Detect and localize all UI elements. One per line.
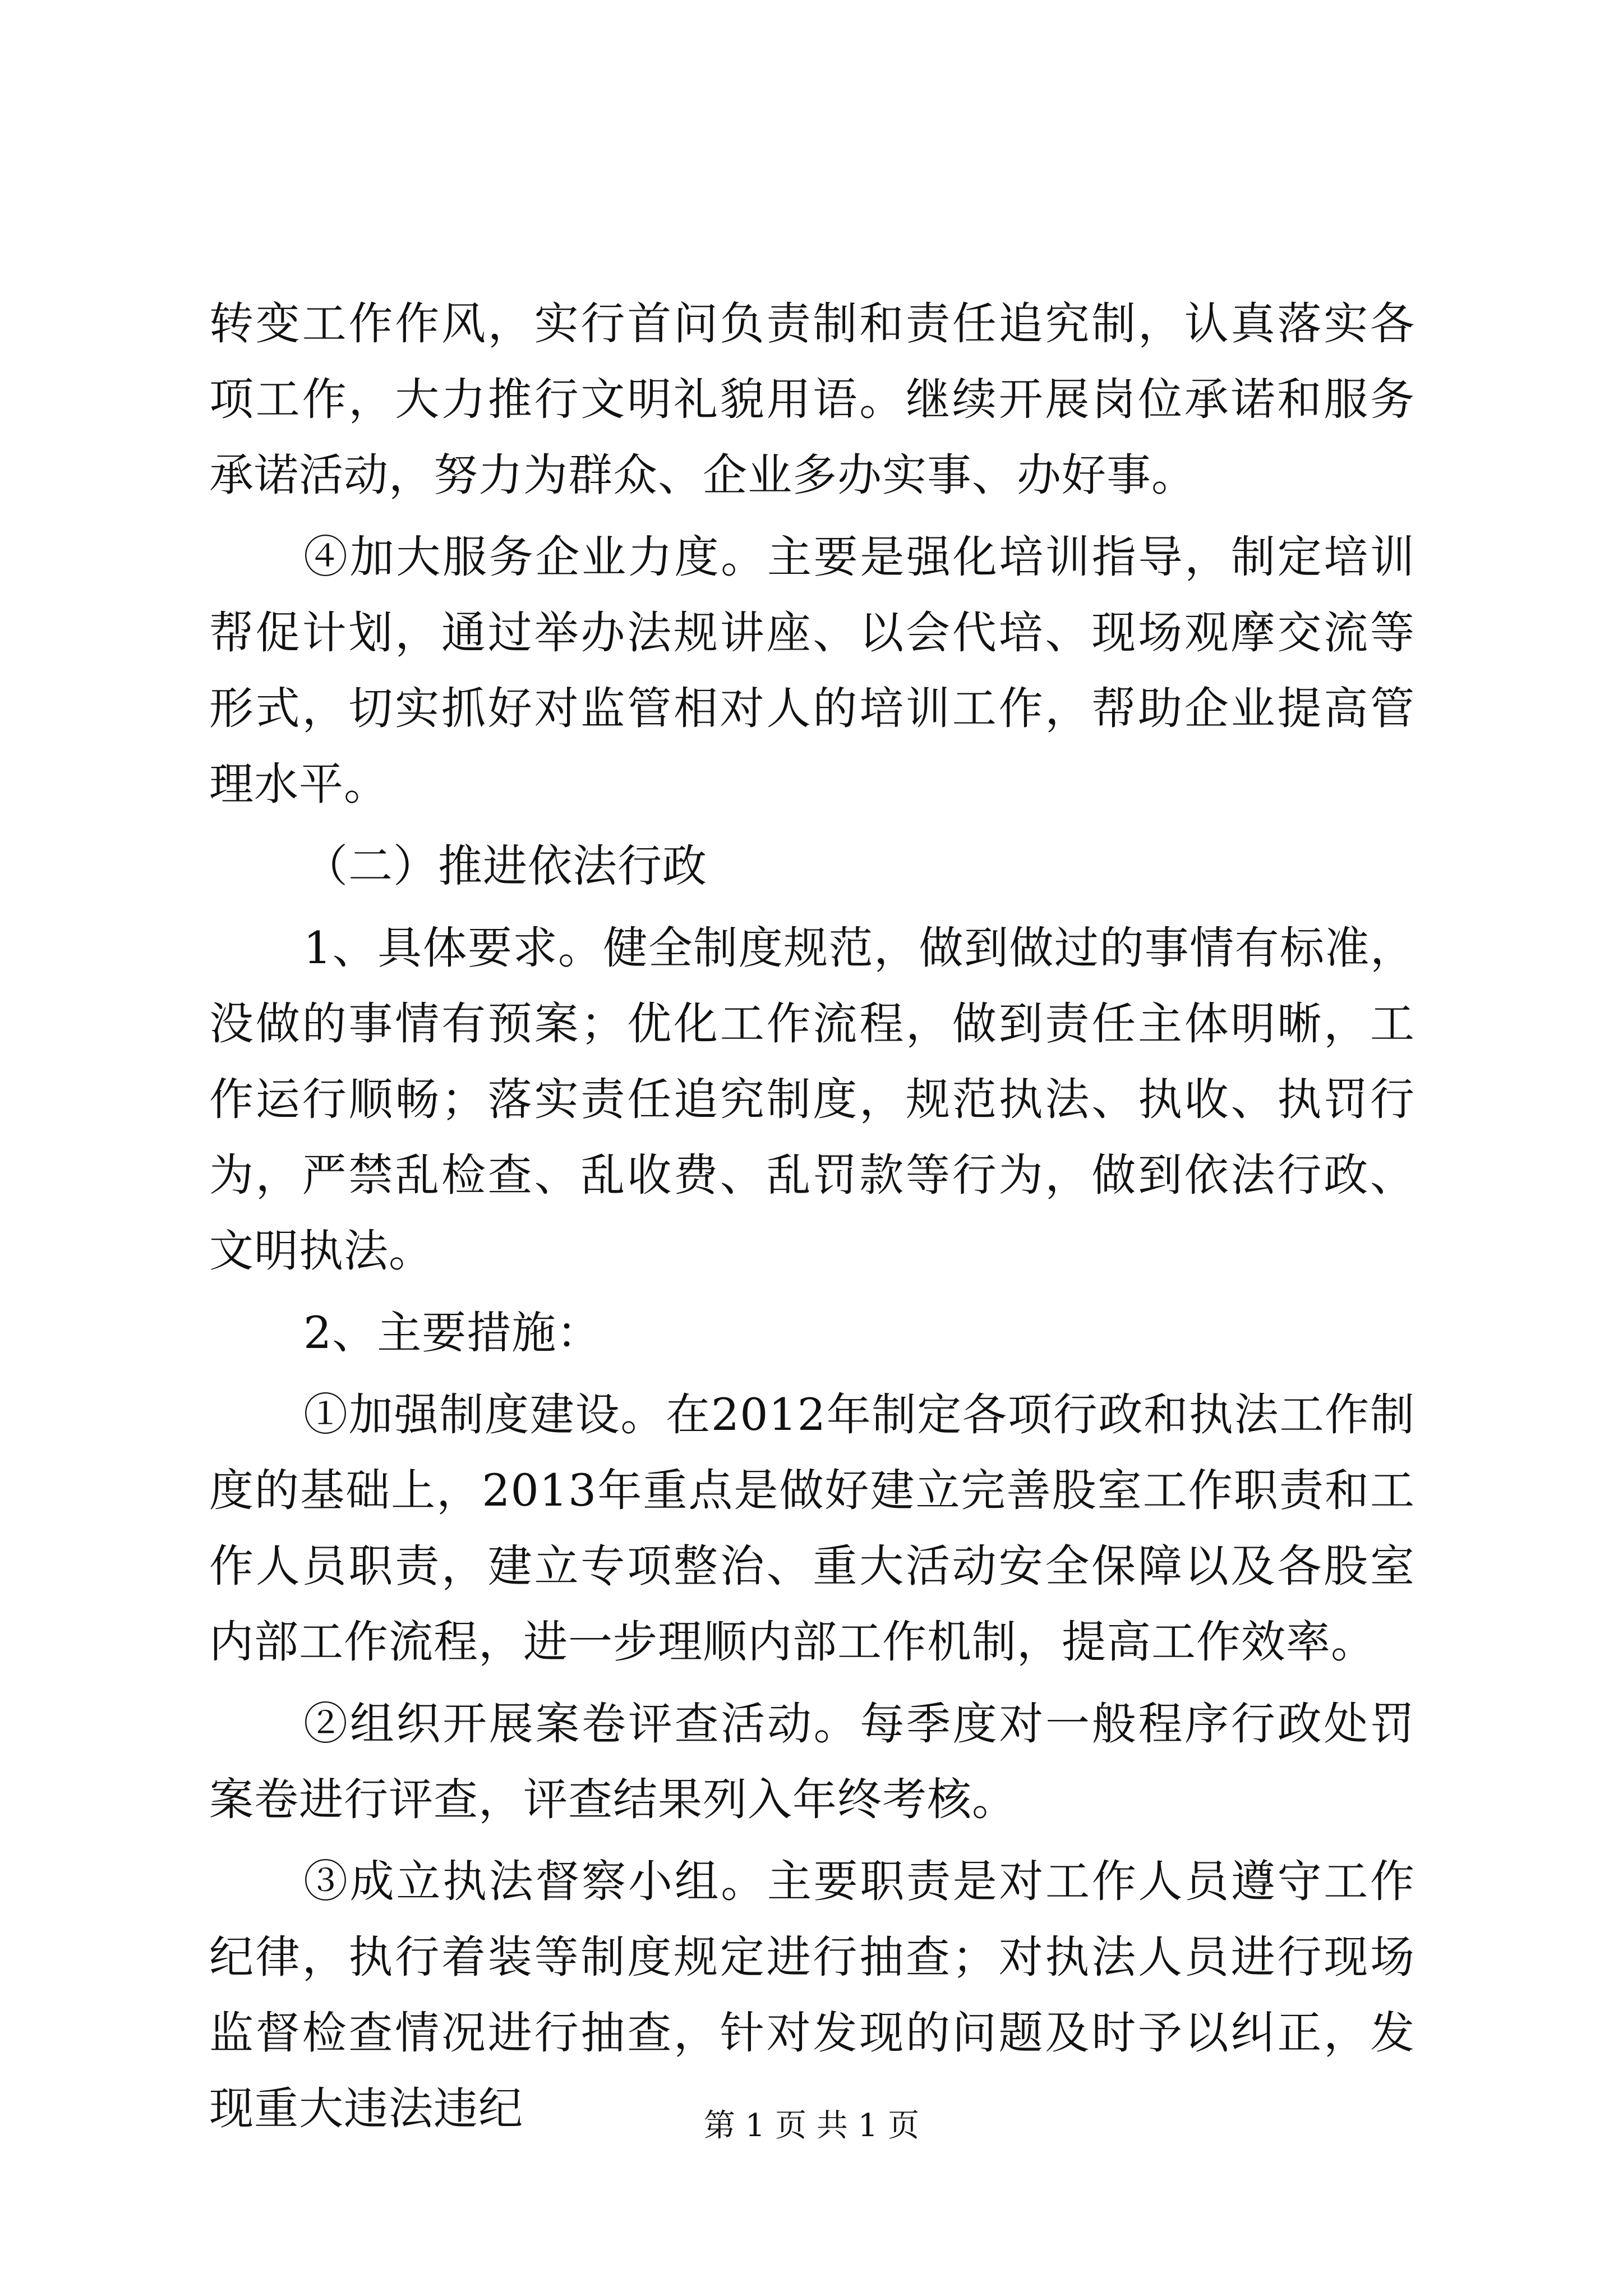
- paragraph-7: ②组织开展案卷评查活动。每季度对一般程序行政处罚案卷进行评查，评查结果列入年终考核。: [209, 1698, 1415, 1825]
- paragraph-1: 转变工作作风，实行首问负责制和责任追究制，认真落实各项工作，大力推行文明礼貌用语。继续开展岗位承诺和服务承诺活动，努力为群众、企业多办实事、办好事。: [209, 298, 1415, 501]
- paragraph-6: ①加强制度建设。在2012年制定各项行政和执法工作制度的基础上，2013年重点是做好建立完善股室工作职责和工作人员职责，建立专项整治、重大活动安全保障以及各股室内部工作流程，进一步理顺内部工作机制，提高工作效率。: [209, 1389, 1415, 1668]
- page-footer: 第 1 页 共 1 页: [703, 2108, 920, 2144]
- section-heading: （二）推进依法行政: [303, 840, 707, 892]
- paragraph-8: ③成立执法督察小组。主要职责是对工作人员遵守工作纪律，执行着装等制度规定进行抽查；对执法人员进行现场监督检查情况进行抽查，针对发现的问题及时予以纠正，发现重大违法违纪: [209, 1856, 1415, 2134]
- paragraph-4: 1、具体要求。健全制度规范，做到做过的事情有标准，没做的事情有预案；优化工作流程，做到责任主体明晰，工作运行顺畅；落实责任追究制度，规范执法、执收、执罚行为，严禁乱检查、乱收费、乱罚款等行为，做到依法行政、文明执法。: [209, 922, 1415, 1277]
- paragraph-5: 2、主要措施：: [303, 1307, 602, 1359]
- document-body: [209, 286, 1415, 2147]
- paragraph-2: ④加大服务企业力度。主要是强化培训指导，制定培训帮促计划，通过举办法规讲座、以会代培、现场观摩交流等形式，切实抓好对监管相对人的培训工作，帮助企业提高管理水平。: [209, 531, 1415, 810]
